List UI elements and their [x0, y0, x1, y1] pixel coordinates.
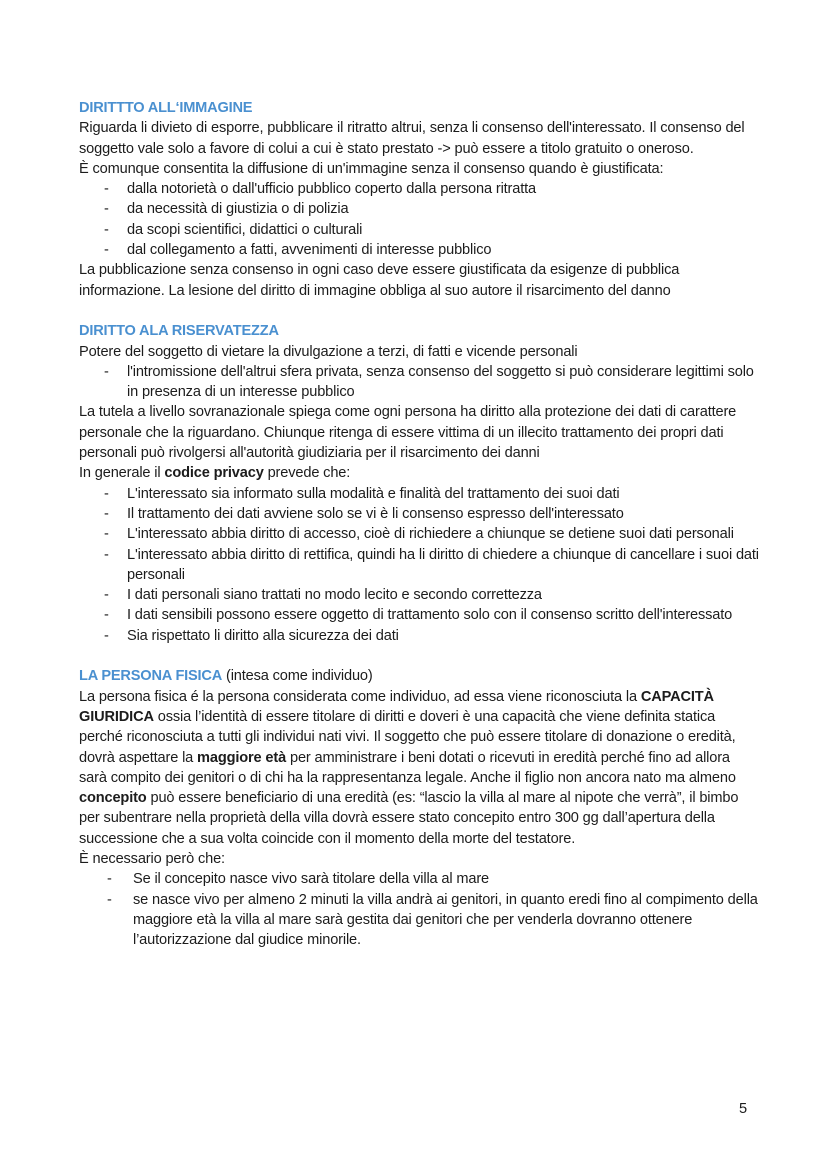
list-item: - l'intromissione dell'altrui sfera privata, senza consenso del soggetto si può considerare legittimi solo in presenza di un interesse pubblico	[79, 362, 759, 403]
paragraph: La tutela a livello sovranazionale spiega come ogni persona ha diritto alla protezione dei dati di carattere personale che la riguardano. Chiunque ritenga di essere vittima di un illecito trattamento dei propri dati personali può rivolgersi all'autorità giudiziaria per il risarcimento dei danni	[79, 404, 737, 462]
list-item: - I dati personali siano trattati no modo lecito e secondo correttezza	[79, 585, 759, 605]
list-item: - I dati sensibili possono essere oggetto di trattamento solo con il consenso scritto dell'interessato	[79, 605, 759, 625]
list-item: - Sia rispettato li diritto alla sicurezza dei dati	[79, 626, 759, 646]
list-item: - L'interessato abbia diritto di rettifica, quindi ha li diritto di chiedere a chiunque di cancellare i suoi dati personali	[79, 545, 759, 586]
paragraph: Potere del soggetto di vietare la divulgazione a terzi, di fatti e vicende personali	[79, 343, 578, 360]
list-item: - se nasce vivo per almeno 2 minuti la villa andrà ai genitori, in quanto eredi fino al compimento della maggiore età la villa al mare sarà gestita dai genitori che per venderla dovranno ottenere l’autorizzazione dal giudice minorile.	[79, 890, 759, 951]
paragraph: La pubblicazione senza consenso in ogni caso deve essere giustificata da esigenze di pubblica informazione. La lesione del diritto di immagine obbliga al suo autore il risarcimento del danno	[79, 262, 680, 299]
list-item: - Il trattamento dei dati avviene solo se vi è li consenso espresso dell'interessato	[79, 504, 759, 524]
list-item: - da necessità di giustizia o di polizia	[79, 199, 759, 219]
list-item: - da scopi scientifici, didattici o culturali	[79, 220, 759, 240]
bullet-list	[79, 869, 759, 950]
bold-term: CAPACITÀ GIURIDICA	[79, 688, 714, 725]
list-item: - L'interessato abbia diritto di accesso, cioè di richiedere a chiunque se detiene suoi dati personali	[79, 524, 759, 544]
section-heading-persona-fisica: LA PERSONA FISICA (intesa come individuo)	[79, 668, 373, 685]
paragraph: Riguarda li divieto di esporre, pubblicare il ritratto altrui, senza li consenso dell'interessato. Il consenso del soggetto vale solo a favore di colui a cui è stato prestato -> può essere a titolo gratuito o oneroso.	[79, 120, 745, 157]
paragraph: La persona fisica é la persona considerata come individuo, ad essa viene riconosciuta la CAPACITÀ GIURIDICA ossia l’identità di essere titolare di diritti e doveri è una capacità che viene definita statica perché riconosciuta a tutti gli individui nati vivi. Il soggetto che può essere titolare di donazione o eredità, dovrà aspettare la maggiore età per amministrare i beni dotati o ricevuti in eredità perché fino ad allora sarà compito dei genitori o di chi ha la rappresentanza legale. Anche il figlio non ancora nato ma almeno concepito può essere beneficiario di una eredità (es: “lascio la villa al mare al nipote che verrà”, il bimbo per subentrare nella proprietà della villa dovrà essere stato concepito entro 300 gg dall’apertura della successione che a sua volta coincide con il momento della morte del testatore.	[79, 688, 739, 847]
section-heading-diritto-immagine: DIRITTTO ALL‘IMMAGINE	[79, 100, 253, 116]
list-item: - Se il concepito nasce vivo sarà titolare della villa al mare	[79, 869, 759, 889]
bullet-list	[79, 484, 759, 646]
document-page	[79, 98, 759, 950]
bold-term: codice privacy	[164, 465, 264, 482]
list-item: - L'interessato sia informato sulla modalità e finalità del trattamento dei suoi dati	[79, 484, 759, 504]
list-item: - dalla notorietà o dall'ufficio pubblico coperto dalla persona ritratta	[79, 179, 759, 199]
bullet-list	[79, 179, 759, 260]
bold-term: maggiore età	[197, 749, 287, 766]
bullet-list	[79, 362, 759, 403]
section-heading-diritto-riservatezza: DIRITTO ALA RISERVATEZZA	[79, 323, 279, 340]
list-item: - dal collegamento a fatti, avvenimenti di interesse pubblico	[79, 240, 759, 260]
paragraph: In generale il codice privacy prevede che:	[79, 465, 351, 482]
paragraph: È comunque consentita la diffusione di un'immagine senza il consenso quando è giustificata:	[79, 160, 664, 177]
paragraph: È necessario però che:	[79, 850, 225, 867]
bold-term: concepito	[79, 790, 147, 807]
page-number: 5	[739, 1101, 748, 1117]
